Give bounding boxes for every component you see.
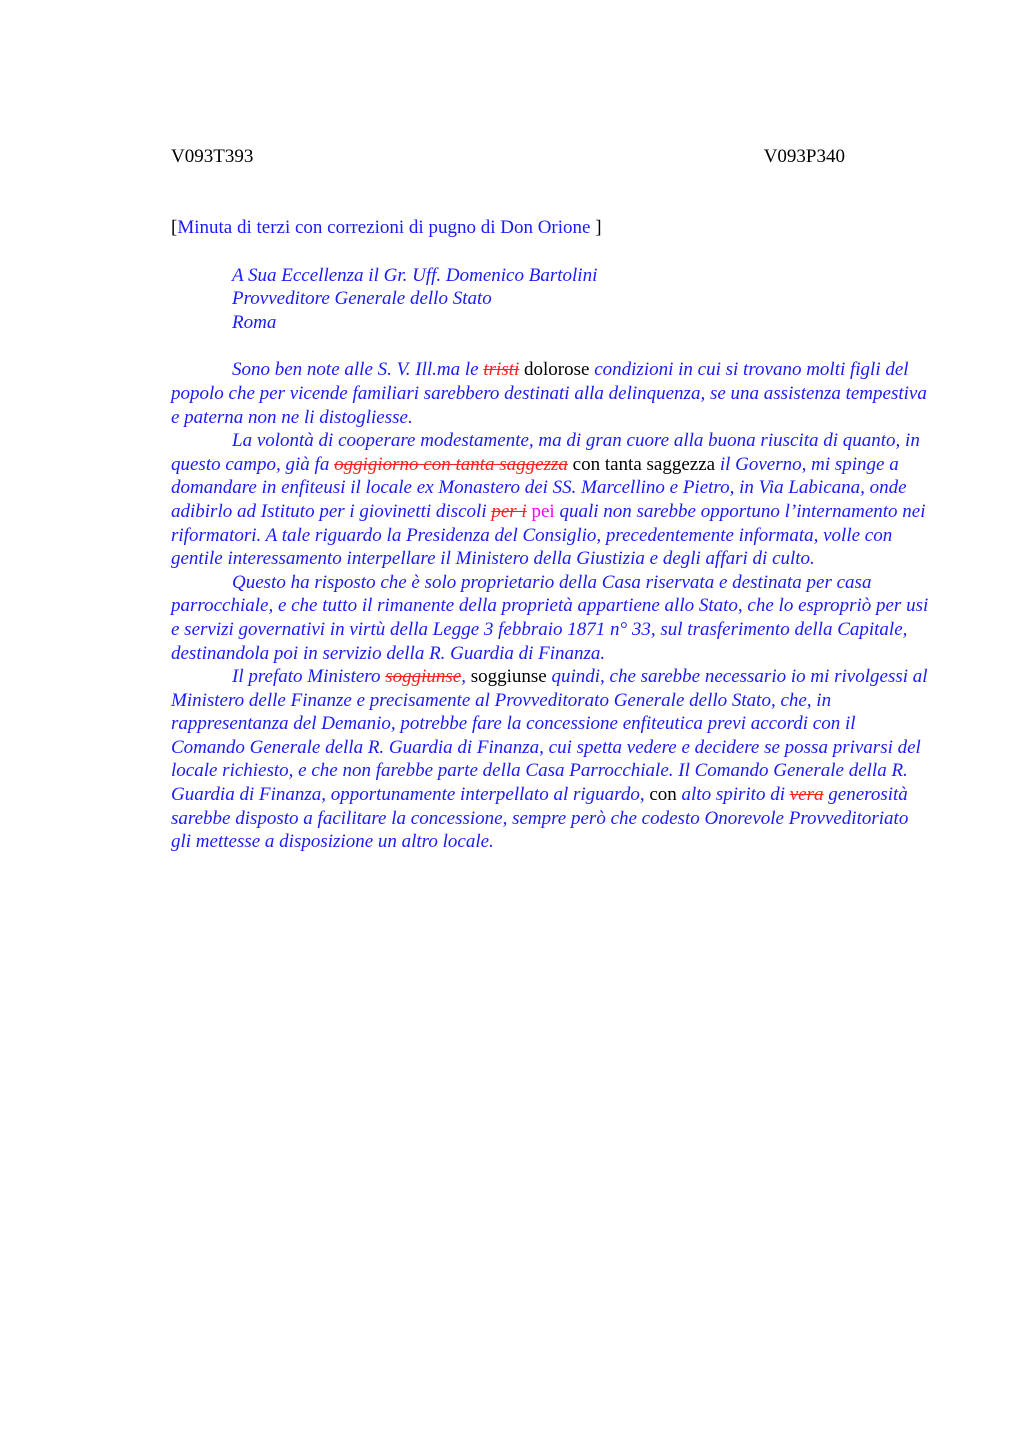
p4-text-a: Il prefato Ministero [232,666,386,688]
p4-text-d: generosità sarebbe disposto a facilitare la concessione, sempre però che codesto Onorevole Provveditoriato gli mettesse a disposizione un altro locale. [171,784,909,853]
address-line-3: Roma [232,311,277,333]
p4-correction-1: soggiunse [465,666,552,688]
address-line-2: Provveditore Generale dello Stato [232,288,492,310]
p1-deletion-1: tristi [483,359,520,381]
p2-correction-2: pei [526,500,560,522]
p4-deletion-2: vera [789,784,824,806]
p4-correction-2: con [649,784,677,806]
note-close-bracket: ] [590,217,602,238]
p2-text-c: quali non sarebbe opportuno l’internamento nei riformatori. A tale riguardo la Presidenza del Consiglio, precedentemente informata, volle con gentile interessamento interpellare il Ministero della Giustizia e degli affari di culto. [171,500,926,570]
document-code-left: V093T393 [171,146,254,167]
p4-text-c: alto spirito di [676,784,790,806]
editorial-note [171,216,931,240]
letter-body [171,216,931,854]
document-code-right: V093P340 [763,146,845,167]
paragraph-3 [171,571,931,665]
page-header [171,146,845,168]
paragraph-4 [171,665,931,854]
p2-deletion-1: oggigiorno con tanta saggezza [334,453,568,475]
paragraph-2 [171,429,931,571]
p2-text-a: La volontà di cooperare modestamente, ma di gran cuore alla buona riuscita di quanto, in questo campo, già fa [171,430,920,475]
recipient-address [232,264,931,335]
p2-text-b: il Governo, mi spinge a domandare in enfiteusi il locale ex Monastero dei SS. Marcellino e Pietro, in Via Labicana, onde adibirlo ad Istituto per i giovinetti discoli [171,453,907,522]
p1-text-a: Sono ben note alle S. V. Ill.ma le [232,359,484,381]
note-open-bracket: [ [171,217,178,238]
p2-correction-1: con tanta saggezza [567,453,720,475]
paragraph-1 [171,358,931,429]
p4-deletion-1: soggiunse [385,666,462,688]
p4-comma: , [461,666,466,688]
p2-deletion-2: per i [491,500,527,522]
address-line-1: A Sua Eccellenza il Gr. Uff. Domenico Bartolini [232,264,598,286]
p1-correction-1: dolorose [519,359,595,381]
note-text: Minuta di terzi con correzioni di pugno di Don Orione [177,217,591,238]
p3-text-a: Questo ha risposto che è solo proprietario della Casa riservata e destinata per casa parrocchiale, e che tutto il rimanente della proprietà appartiene allo Stato, che lo espropriò per usi e servizi governativi in virtù della Legge 3 febbraio 1871 n° 33, sul trasferimento della Capitale, destinandola poi in servizio della R. Guardia di Finanza. [171,571,929,664]
p4-text-b: quindi, che sarebbe necessario io mi rivolgessi al Ministero delle Finanze e precisamente al Provveditorato Generale dello Stato, che, in rappresentanza del Demanio, potrebbe fare la concessione enfiteutica previ accordi con il Comando Generale della R. Guardia di Finanza, cui spetta vedere e decidere se possa privarsi del locale richiesto, e che non farebbe parte della Casa Parrocchiale. Il Comando Generale della R. Guardia di Finanza, opportunamente interpellato al riguardo, [171,666,928,806]
p1-text-b: condizioni in cui si trovano molti figli del popolo che per vicende familiari sarebbero destinati alla delinquenza, se una assistenza tempestiva e paterna non ne li distogliesse. [171,359,927,428]
